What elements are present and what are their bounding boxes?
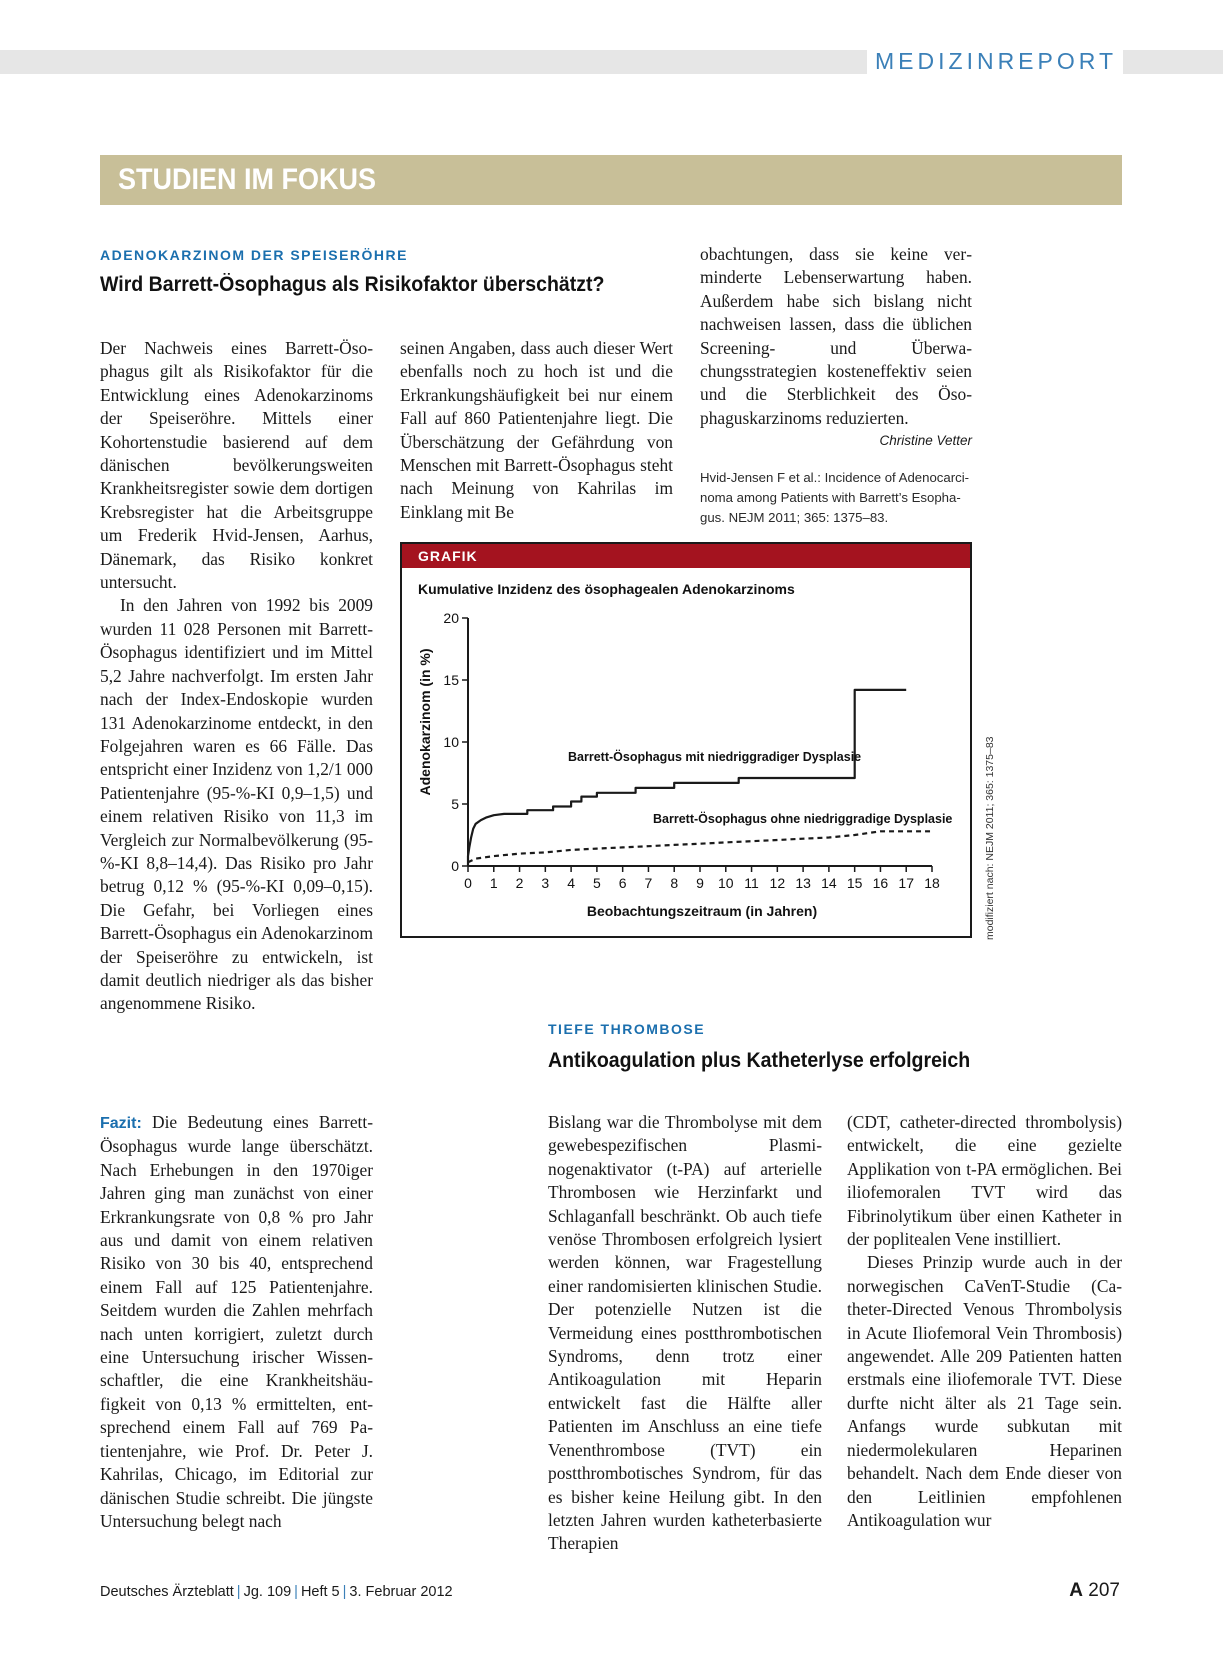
- article1-kicker: ADENOKARZINOM DER SPEISERÖHRE: [100, 247, 408, 263]
- article2-paragraph-1: (CDT, catheter-directed thrombolysis) entwickelt, die eine gezielte Applikation von t-PA ermöglichen. Bei iliofemoralen TVT wird das Fibrinolytikum über einen Katheter in der poplitealen Vene instilliert.: [847, 1112, 1122, 1250]
- series-line-with-dysplasia: [468, 690, 906, 866]
- x-tick-label: 8: [670, 875, 679, 891]
- x-tick-label: 7: [644, 875, 653, 891]
- x-tick-label: 10: [717, 875, 734, 891]
- footer-issue: Heft 5: [300, 1584, 340, 1600]
- y-tick-label: 0: [451, 858, 459, 874]
- y-tick-label: 15: [443, 672, 459, 688]
- article1-column-2: [400, 337, 673, 524]
- article1-paragraph-2: In den Jahren von 1992 bis 2009 wurden 11 028 Personen mit Barrett-Ösophagus identifiziert und im Mittel 5,2 Jahre nachverfolgt. Im ersten Jahr nach der Index-Endoskopie wurden 131 Adenokarzinome entdeckt, in den Folgejahren waren es 66 Fälle. Das entspricht einer Inzidenz von 1,2/1 000 Patientenjahre (95-%-KI 0,9–1,5) und einem relativen Risiko von 11,3 im Vergleich zur Normalbevölkerung (95-%-KI 8,8–14,4). Das Risiko pro Jahr betrug 0,12 % (95-%-KI 0,09–0,15). Die Gefahr, bei Vorliegen eines Barrett-Ösophagus ein Adenokarzinom der Speiseröhre zu entwickeln, ist damit deutlich niedriger als das bisher angenommene Risiko.: [100, 595, 373, 1014]
- chart-series: [468, 690, 932, 866]
- x-tick-label: 15: [846, 875, 863, 891]
- page-prefix: A: [1069, 1580, 1084, 1601]
- page-number: [1069, 1580, 1120, 1602]
- x-tick-label: 2: [515, 875, 524, 891]
- article1-column-1: [100, 337, 373, 1016]
- figure-box: [400, 542, 972, 938]
- x-tick-label: 3: [541, 875, 550, 891]
- x-tick-label: 14: [821, 875, 837, 891]
- fazit-box: [100, 1111, 373, 1533]
- article2-headline: Antikoagulation plus Katheterlyse erfolgreich: [548, 1049, 971, 1072]
- article1-paragraph-1: Der Nachweis eines Barrett-Ösophagus gilt als Risikofaktor für die Entwicklung eines Adenokarzinoms der Speiseröhre. Mittels einer Kohortenstudie basierend auf dem dänischen bevölkerungsweiten Krankheitsregister sowie dem dortigen Krebsregister hat die Arbeitsgruppe um Frederik Hvid-Jensen, Aarhus, Dänemark, das Risiko konkret untersucht.: [100, 338, 373, 593]
- article2-column-1: [548, 1111, 822, 1556]
- section-banner: [100, 155, 1122, 205]
- article2-kicker: TIEFE THROMBOSE: [548, 1021, 706, 1037]
- fazit-text: Die Bedeutung eines Barrett-Ösophagus wurde lange überschätzt. Nach Erhebungen in den 1970iger Jahren ging man zunächst von einer Erkrankungsrate von 0,8 % pro Jahr aus und damit von einem relativen Risiko von 30 bis 40, entsprechend einem Fall auf 125 Patientenjahre. Seitdem wurden die Zahlen mehrfach nach unten korrigiert, zuletzt durch eine Untersuchung irischer Wissenschaftler, die eine Krankheitshäufigkeit von 0,13 % ermittelten, entsprechend einem Fall auf 769 Patientenjahre, wie Prof. Dr. Peter J. Kahrilas, Chicago, im Editorial zur dänischen Studie schreibt. Die jüngste Untersuchung belegt nach: [100, 1112, 373, 1531]
- y-tick-label: 20: [443, 610, 459, 626]
- x-tick-label: 18: [924, 875, 940, 891]
- chart-y-label: Adenokarzinom (in %): [417, 648, 433, 796]
- chart-x-label: Beobachtungszeitraum (in Jahren): [586, 903, 818, 919]
- section-label: MEDIZINREPORT: [867, 46, 1123, 76]
- article1-col2-text: seinen Angaben, dass auch dieser Wert ebenfalls noch zu hoch ist und die Erkrankungshäufigkeit bei nur einem Fall auf 860 Patientenjahre liegt. Die Überschätzung der Gefährdung von Menschen mit Barrett-Ösophagus steht nach Meinung von Kahrilas im Einklang mit Be: [400, 338, 673, 522]
- article1-reference: Hvid-Jensen F et al.: Incidence of Adenocarcinoma among Patients with Barrett’s Esophagus. NEJM 2011; 365: 1375–83.: [700, 470, 970, 525]
- x-tick-label: 9: [696, 875, 704, 891]
- article2-col1-text: Bislang war die Thrombolyse mit dem gewebespezifischen Plasminogenaktivator (t-PA) auf arterielle Thrombosen wie Herzinfarkt und Schlaganfall beschränkt. Ob auch tiefe venöse Thrombosen erfolgreich lysiert werden können, war Fragestellung einer randomisierten klinischen Studie. Der potenzielle Nutzen ist die Vermeidung eines postthrombotischen Syndroms, denn trotz einer Antikoagulation mit Heparin entwickelt fast die Hälfte aller Patienten im Anschluss an eine tiefe Venenthrombose (TVT) ein postthrombotisches Syndrom, für das es bisher keine Heilung gibt. In den letzten Jahren wurden katheterbasierte Therapien: [548, 1112, 822, 1554]
- article1-column-3: [700, 243, 972, 430]
- x-tick-label: 17: [898, 875, 915, 891]
- article1-headline: Wird Barrett-Ösophagus als Risikofaktor überschätzt?: [100, 273, 605, 296]
- figure-credit: modifiziert nach: NEJM 2011; 365: 1375–83: [984, 736, 996, 940]
- footer-date: 3. Februar 2012: [349, 1584, 453, 1600]
- article2-paragraph-2: Dieses Prinzip wurde auch in der norwegischen CaVenT-Studie (Catheter-Directed Venous Thrombolysis in Acute Iliofemoral Vein Thrombosis) angewendet. Alle 209 Patienten hatten erstmals eine iliofemorale TVT. Diese durfte nicht älter als 21 Tage sein. Anfangs wurde subkutan mit niedermolekularen Heparinen behandelt. Nach dem Ende dieser von den Leitlinien empfohlenen Antikoagulation wur: [847, 1252, 1122, 1530]
- x-tick-label: 6: [618, 875, 627, 891]
- x-tick-label: 13: [795, 875, 811, 891]
- x-tick-label: 1: [489, 875, 498, 891]
- chart-title: Kumulative Inzidenz des ösophagealen Adenokarzinoms: [418, 581, 795, 597]
- x-tick-label: 0: [464, 875, 472, 891]
- x-tick-label: 5: [592, 875, 601, 891]
- footer-citation: Deutsches Ärzteblatt | Jg. 109 | Heft 5 | 3. Februar 2012: [100, 1584, 453, 1600]
- series-label-without-dysplasia: Barrett-Ösophagus ohne niedriggradige Dysplasie: [653, 812, 953, 826]
- incidence-chart: [402, 568, 970, 934]
- page-number-value: 207: [1088, 1580, 1120, 1601]
- series-label-with-dysplasia: Barrett-Ösophagus mit niedriggradiger Dysplasie: [568, 750, 862, 764]
- x-tick-label: 12: [769, 875, 786, 891]
- footer-journal: Deutsches Ärzteblatt: [100, 1584, 234, 1600]
- x-tick-label: 4: [567, 875, 576, 891]
- x-tick-label: 16: [872, 875, 889, 891]
- article2-column-2: [847, 1111, 1122, 1532]
- article1-col3-text: obachtungen, dass sie keine verminderte Lebenserwartung haben. Außerdem habe sich bislang nicht nachweisen lassen, dass die üblichen Screening- und Überwachungsstrategien kosteneffektiv seien und die Sterblichkeit des Ösophaguskarzinoms reduzierten.: [700, 244, 972, 428]
- y-tick-label: 5: [451, 796, 459, 812]
- banner-title: STUDIEN IM FOKUS: [118, 163, 377, 196]
- article1-author: Christine Vetter: [879, 433, 972, 448]
- figure-header: GRAFIK: [402, 544, 970, 568]
- footer-volume: Jg. 109: [243, 1584, 292, 1600]
- y-tick-label: 10: [443, 734, 459, 750]
- fazit-label: Fazit:: [100, 1115, 142, 1132]
- series-line-without-dysplasia: [468, 831, 932, 862]
- x-tick-label: 11: [744, 875, 759, 891]
